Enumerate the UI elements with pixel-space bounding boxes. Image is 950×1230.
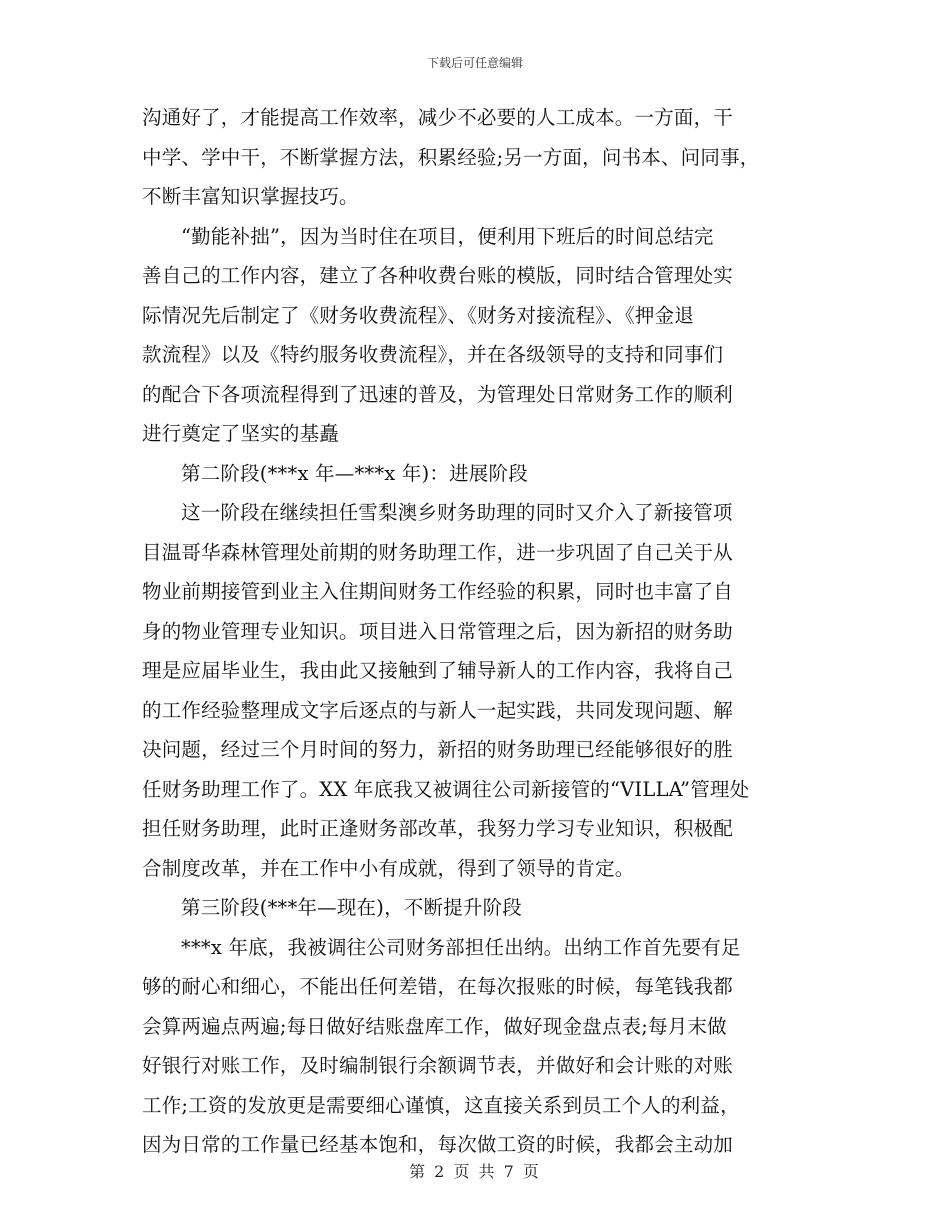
text-line: 任财务助理工作了。XX 年底我又被调往公司新接管的“VILLA”管理处 [142, 777, 750, 801]
text-line: 第三阶段(***年—现在)，不断提升阶段 [181, 896, 522, 919]
text-line: 进行奠定了坚实的基矗 [142, 422, 340, 445]
text-line: 合制度改革，并在工作中小有成就，得到了领导的肯定。 [142, 856, 635, 880]
text-line: 够的耐心和细心，不能出任何差错，在每次报账的时候，每笔钱我都 [142, 975, 734, 998]
text-line: 目温哥华森林管理处前期的财务助理工作，进一步巩固了自己关于从 [142, 540, 734, 564]
text-line: 因为日常的工作量已经基本饱和，每次做工资的时候，我都会主动加 [142, 1133, 734, 1156]
text-line: 会算两遍点两遍;每日做好结账盘库工作，做好现金盘点表;每月末做 [142, 1014, 727, 1038]
text-line: 沟通好了，才能提高工作效率，减少不必要的人工成本。一方面，干 [142, 106, 734, 129]
text-line: 第二阶段(***x 年—***x 年)：进展阶段 [181, 461, 528, 485]
text-line: 的配合下各项流程得到了迅速的普及，为管理处日常财务工作的顺利 [142, 382, 734, 406]
page-footer: 第 2 页 共 7 页 [409, 1162, 541, 1181]
text-line: 身的物业管理专业知识。项目进入日常管理之后，因为新招的财务助 [142, 619, 734, 643]
text-line: 担任财务助理，此时正逢财务部改革，我努力学习专业知识，积极配 [142, 817, 734, 840]
text-line: ***x 年底，我被调往公司财务部担任出纳。出纳工作首先要有足 [181, 935, 741, 959]
text-line: 理是应届毕业生，我由此又接触到了辅导新人的工作内容，我将自己 [142, 659, 734, 682]
text-line: 的工作经验整理成文字后逐点的与新人一起实践，共同发现问题、解 [142, 698, 734, 722]
text-line: 不断丰富知识掌握技巧。 [142, 185, 359, 208]
text-line: 工作;工资的发放更是需要细心谨慎，这直接关系到员工个人的利益， [142, 1093, 740, 1117]
text-line: “勤能补拙”，因为当时住在项目，便利用下班后的时间总结完 [181, 224, 714, 248]
text-line: 物业前期接管到业主入住期间财务工作经验的积累，同时也丰富了自 [142, 580, 734, 603]
text-line: 好银行对账工作，及时编制银行余额调节表，并做好和会计账的对账 [142, 1054, 734, 1077]
text-line: 这一阶段在继续担任雪梨澳乡财务助理的同时又介入了新接管项 [181, 501, 733, 524]
text-line: 善自己的工作内容，建立了各种收费台账的模版，同时结合管理处实 [142, 264, 734, 287]
document-body [142, 98, 822, 1165]
text-line: 际情况先后制定了《财务收费流程》、《财务对接流程》、《押金退 [142, 303, 695, 327]
text-line: 决问题，经过三个月时间的努力，新招的财务助理已经能够很好的胜 [142, 738, 734, 761]
page-header: 下载后可任意编辑 [426, 56, 523, 70]
text-line: 款流程》以及《特约服务收费流程》，并在各级领导的支持和同事们 [142, 343, 724, 366]
text-line: 中学、学中干，不断掌握方法，积累经验;另一方面，问书本、问同事， [142, 145, 760, 169]
